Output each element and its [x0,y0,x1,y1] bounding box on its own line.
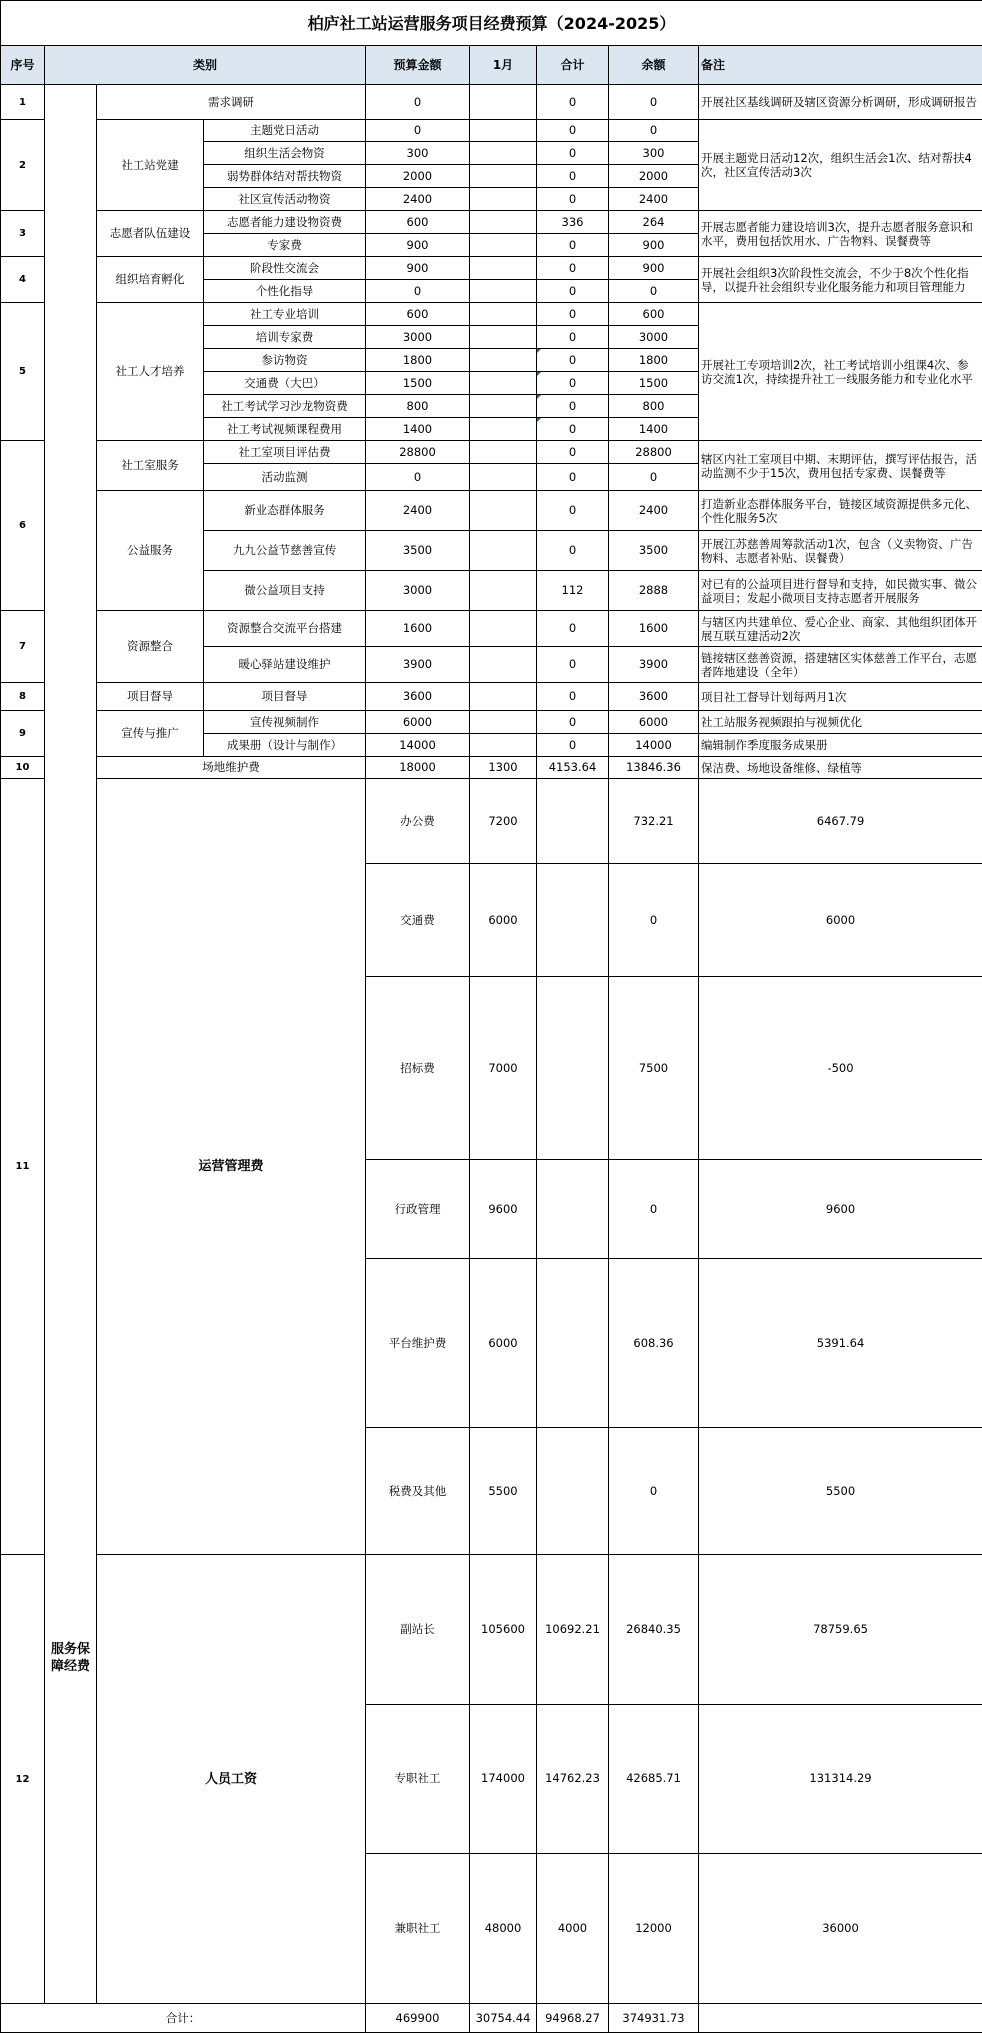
item-cell: 交通费（大巴） [204,372,366,395]
total-cell: 0 [537,734,609,757]
balance-cell: 6000 [609,711,699,734]
note-cell: 对已有的公益项目进行督导和支持，如民微实事、微公益项目；发起小微项目支持志愿者开展服务 [699,571,982,611]
budget-cell: 3000 [366,326,470,349]
month1-cell [470,85,537,120]
total-cell: 94968.27 [537,2004,609,2033]
month1-cell [470,142,537,165]
total-cell: 0 [537,647,609,683]
balance-cell: 1400 [609,418,699,441]
month1-cell: 1300 [470,757,537,779]
balance-cell: 900 [609,234,699,257]
item-cell: 成果册（设计与制作） [204,734,366,757]
group-staff: 人员工资 [97,1555,366,2004]
budget-cell: 5500 [470,1428,537,1555]
balance-cell: 78759.65 [699,1555,982,1705]
balance-cell: 0 [609,464,699,491]
budget-cell: 7000 [470,977,537,1160]
row-seq: 4 [1,257,45,303]
month1-cell [537,1160,609,1259]
budget-cell: 105600 [470,1555,537,1705]
month1-cell [470,165,537,188]
table-row [1,211,982,234]
balance-cell: 13846.36 [609,757,699,779]
budget-cell: 1500 [366,372,470,395]
note-cell: 编辑制作季度服务成果册 [699,734,982,757]
month1-cell [470,571,537,611]
header-balance: 余额 [609,46,699,85]
section-label: 项目督导 [97,683,204,711]
row-seq: 1 [1,85,45,120]
budget-cell: 1600 [366,611,470,647]
budget-cell: 3900 [366,647,470,683]
section-label: 场地维护费 [97,757,366,779]
total-cell: 0 [537,303,609,326]
month1-cell [470,395,537,418]
row-seq: 11 [1,779,45,1555]
header-row [1,46,982,85]
balance-cell: 1600 [609,611,699,647]
total-cell: 0 [537,531,609,571]
budget-cell: 0 [366,464,470,491]
month1-cell [470,349,537,372]
balance-cell: 3900 [609,647,699,683]
total-cell: 0 [537,491,609,531]
table-row [1,1555,982,1705]
section-label: 公益服务 [97,491,204,611]
balance-cell: 300 [609,142,699,165]
balance-cell: 5391.64 [699,1259,982,1428]
section-label: 宣传与推广 [97,711,204,757]
total-cell: 0 [537,120,609,142]
total-cell: 0 [537,142,609,165]
item-cell: 兼职社工 [366,1854,470,2004]
row-seq: 12 [1,1555,45,2004]
item-cell: 组织生活会物资 [204,142,366,165]
balance-cell: 2000 [609,165,699,188]
total-cell: 0 [537,683,609,711]
month1-cell [537,1428,609,1555]
row-seq: 2 [1,120,45,211]
month1-cell [470,464,537,491]
month1-cell [537,864,609,977]
month1-cell [470,734,537,757]
row-seq: 10 [1,757,45,779]
total-row [1,2004,982,2033]
group-operation: 运营管理费 [97,779,366,1555]
month1-cell [470,303,537,326]
budget-cell: 6000 [470,1259,537,1428]
item-cell: 行政管理 [366,1160,470,1259]
budget-cell: 469900 [366,2004,470,2033]
item-cell: 专职社工 [366,1704,470,1854]
total-cell: 26840.35 [609,1555,699,1705]
balance-cell: 374931.73 [609,2004,699,2033]
note-cell: 与辖区内共建单位、爱心企业、商家、其他组织团体开展互联互建活动2次 [699,611,982,647]
row-seq: 9 [1,711,45,757]
total-cell: 4153.64 [537,757,609,779]
table-row [1,683,982,711]
table-row [1,611,982,647]
table-row [1,779,982,864]
total-cell: 0 [537,464,609,491]
item-cell: 九九公益节慈善宣传 [204,531,366,571]
balance-cell: 3000 [609,326,699,349]
budget-cell: 9600 [470,1160,537,1259]
header-category: 类别 [45,46,366,85]
budget-cell: 18000 [366,757,470,779]
section-label: 志愿者队伍建设 [97,211,204,257]
month1-cell [470,441,537,464]
month1-cell [537,977,609,1160]
total-cell: 0 [537,188,609,211]
note-cell: 开展社会组织3次阶段性交流会，不少于8次个性化指导，以提升社会组织专业化服务能力和项目管理能力 [699,257,982,303]
balance-cell: 14000 [609,734,699,757]
header-budget: 预算金额 [366,46,470,85]
item-cell: 培训专家费 [204,326,366,349]
group-service: 服务保障经费 [45,85,97,2004]
note-cell [699,2004,982,2033]
item-cell: 专家费 [204,234,366,257]
total-cell: 0 [609,1428,699,1555]
total-cell: 0 [537,441,609,464]
note-cell: 开展主题党日活动12次，组织生活会1次、结对帮扶4次，社区宣传活动3次 [699,120,982,211]
note-cell: 项目社工督导计划每两月1次 [699,683,982,711]
item-cell: 社工考试学习沙龙物资费 [204,395,366,418]
balance-cell: 2400 [609,491,699,531]
item-cell: 社工室项目评估费 [204,441,366,464]
budget-cell: 3000 [366,571,470,611]
budget-cell: 0 [366,85,470,120]
month1-cell [470,647,537,683]
balance-cell: 3500 [609,531,699,571]
item-cell: 平台维护费 [366,1259,470,1428]
item-cell: 弱势群体结对帮扶物资 [204,165,366,188]
header-note: 备注 [699,46,982,85]
row-seq: 6 [1,441,45,611]
item-cell: 参访物资 [204,349,366,372]
month1-cell [470,257,537,280]
total-label: 合计： [1,2004,366,2033]
note-cell: 开展志愿者能力建设培训3次，提升志愿者服务意识和水平，费用包括饮用水、广告物料、误餐费等 [699,211,982,257]
balance-cell: 264 [609,211,699,234]
header-total: 合计 [537,46,609,85]
total-cell: 0 [609,864,699,977]
budget-cell: 1400 [366,418,470,441]
budget-cell: 7200 [470,779,537,864]
balance-cell: 6000 [699,864,982,977]
total-cell: 7500 [609,977,699,1160]
balance-cell: 0 [609,120,699,142]
budget-cell: 900 [366,257,470,280]
month1-cell [470,531,537,571]
balance-cell: 2400 [609,188,699,211]
budget-cell: 600 [366,211,470,234]
budget-cell: 6000 [470,864,537,977]
note-cell: 打造新业态群体服务平台，链接区域资源提供多元化、个性化服务5次 [699,491,982,531]
month1-cell: 10692.21 [537,1555,609,1705]
budget-cell: 3600 [366,683,470,711]
table-row [1,303,982,326]
table-row [1,257,982,280]
balance-cell: 3600 [609,683,699,711]
note-cell: 开展社工专项培训2次，社工考试培训小组课4次、参访交流1次，持续提升社工一线服务能力和专业化水平 [699,303,982,441]
item-cell: 个性化指导 [204,280,366,303]
row-seq: 5 [1,303,45,441]
balance-cell: 28800 [609,441,699,464]
item-cell: 办公费 [366,779,470,864]
balance-cell: 900 [609,257,699,280]
item-cell: 项目督导 [204,683,366,711]
budget-cell: 800 [366,395,470,418]
balance-cell: 0 [609,280,699,303]
balance-cell: -500 [699,977,982,1160]
total-cell: 42685.71 [609,1704,699,1854]
total-cell: 0 [537,234,609,257]
month1-cell [470,234,537,257]
total-cell: 0 [537,165,609,188]
total-cell: 0 [537,395,609,418]
total-cell: 0 [537,611,609,647]
balance-cell: 9600 [699,1160,982,1259]
month1-cell: 14762.23 [537,1704,609,1854]
header-month1: 1月 [470,46,537,85]
row-seq: 3 [1,211,45,257]
item-cell: 社工专业培训 [204,303,366,326]
budget-cell: 2400 [366,491,470,531]
balance-cell: 2888 [609,571,699,611]
balance-cell: 6467.79 [699,779,982,864]
total-cell: 0 [537,711,609,734]
item-cell: 交通费 [366,864,470,977]
section-label: 社工人才培养 [97,303,204,441]
section-label: 社工站党建 [97,120,204,211]
budget-cell: 0 [366,280,470,303]
budget-cell: 0 [366,120,470,142]
table-row [1,491,982,531]
table-row [1,757,982,779]
item-cell: 税费及其他 [366,1428,470,1555]
table-row [1,441,982,464]
budget-cell: 48000 [470,1854,537,2004]
item-cell: 宣传视频制作 [204,711,366,734]
budget-cell: 14000 [366,734,470,757]
balance-cell: 600 [609,303,699,326]
month1-cell [470,683,537,711]
month1-cell [537,1259,609,1428]
budget-cell: 2400 [366,188,470,211]
total-cell: 112 [537,571,609,611]
note-cell: 保洁费、场地设备维修、绿植等 [699,757,982,779]
table-row [1,85,982,120]
month1-cell [470,326,537,349]
balance-cell: 1500 [609,372,699,395]
total-cell: 732.21 [609,779,699,864]
budget-cell: 600 [366,303,470,326]
month1-cell [537,779,609,864]
budget-cell: 300 [366,142,470,165]
item-cell: 微公益项目支持 [204,571,366,611]
item-cell: 主题党日活动 [204,120,366,142]
item-cell: 活动监测 [204,464,366,491]
note-cell: 辖区内社工室项目中期、末期评估，撰写评估报告，活动监测不少于15次，费用包括专家费、误餐费等 [699,441,982,491]
table-row [1,120,982,142]
section-label: 社工室服务 [97,441,204,491]
note-cell: 链接辖区慈善资源，搭建辖区实体慈善工作平台，志愿者阵地建设（全年） [699,647,982,683]
month1-cell [470,372,537,395]
month1-cell [470,188,537,211]
month1-cell [470,120,537,142]
item-cell: 副站长 [366,1555,470,1705]
total-cell: 336 [537,211,609,234]
total-cell: 0 [537,85,609,120]
total-cell: 0 [537,372,609,395]
month1-cell [470,491,537,531]
budget-cell: 174000 [470,1704,537,1854]
budget-cell: 900 [366,234,470,257]
month1-cell: 4000 [537,1854,609,2004]
item-cell: 暖心驿站建设维护 [204,647,366,683]
balance-cell: 5500 [699,1428,982,1555]
total-cell: 0 [537,418,609,441]
total-cell: 0 [537,349,609,372]
total-cell: 12000 [609,1854,699,2004]
section-label: 资源整合 [97,611,204,683]
month1-cell [470,211,537,234]
header-seq: 序号 [1,46,45,85]
month1-cell: 30754.44 [470,2004,537,2033]
balance-cell: 1800 [609,349,699,372]
balance-cell: 36000 [699,1854,982,2004]
item-cell: 新业态群体服务 [204,491,366,531]
balance-cell: 131314.29 [699,1704,982,1854]
total-cell: 0 [609,1160,699,1259]
budget-cell: 2000 [366,165,470,188]
item-cell: 资源整合交流平台搭建 [204,611,366,647]
month1-cell [470,280,537,303]
note-cell: 开展江苏慈善周筹款活动1次，包含（义卖物资、广告物料、志愿者补贴、误餐费） [699,531,982,571]
table-row [1,711,982,734]
item-cell: 社工考试视频课程费用 [204,418,366,441]
item-cell: 招标费 [366,977,470,1160]
balance-cell: 800 [609,395,699,418]
total-cell: 0 [537,257,609,280]
budget-cell: 3500 [366,531,470,571]
month1-cell [470,611,537,647]
total-cell: 608.36 [609,1259,699,1428]
budget-cell: 1800 [366,349,470,372]
total-cell: 0 [537,280,609,303]
section-label: 组织培育孵化 [97,257,204,303]
budget-cell: 6000 [366,711,470,734]
row-seq: 7 [1,611,45,683]
balance-cell: 0 [609,85,699,120]
note-cell: 社工站服务视频跟拍与视频优化 [699,711,982,734]
total-cell: 0 [537,326,609,349]
page-title: 柏庐社工站运营服务项目经费预算（2024-2025） [1,1,982,46]
section-label: 需求调研 [97,85,366,120]
month1-cell [470,418,537,441]
month1-cell [470,711,537,734]
item-cell: 志愿者能力建设物资费 [204,211,366,234]
item-cell: 社区宣传活动物资 [204,188,366,211]
item-cell: 阶段性交流会 [204,257,366,280]
row-seq: 8 [1,683,45,711]
budget-cell: 28800 [366,441,470,464]
note-cell: 开展社区基线调研及辖区资源分析调研，形成调研报告 [699,85,982,120]
